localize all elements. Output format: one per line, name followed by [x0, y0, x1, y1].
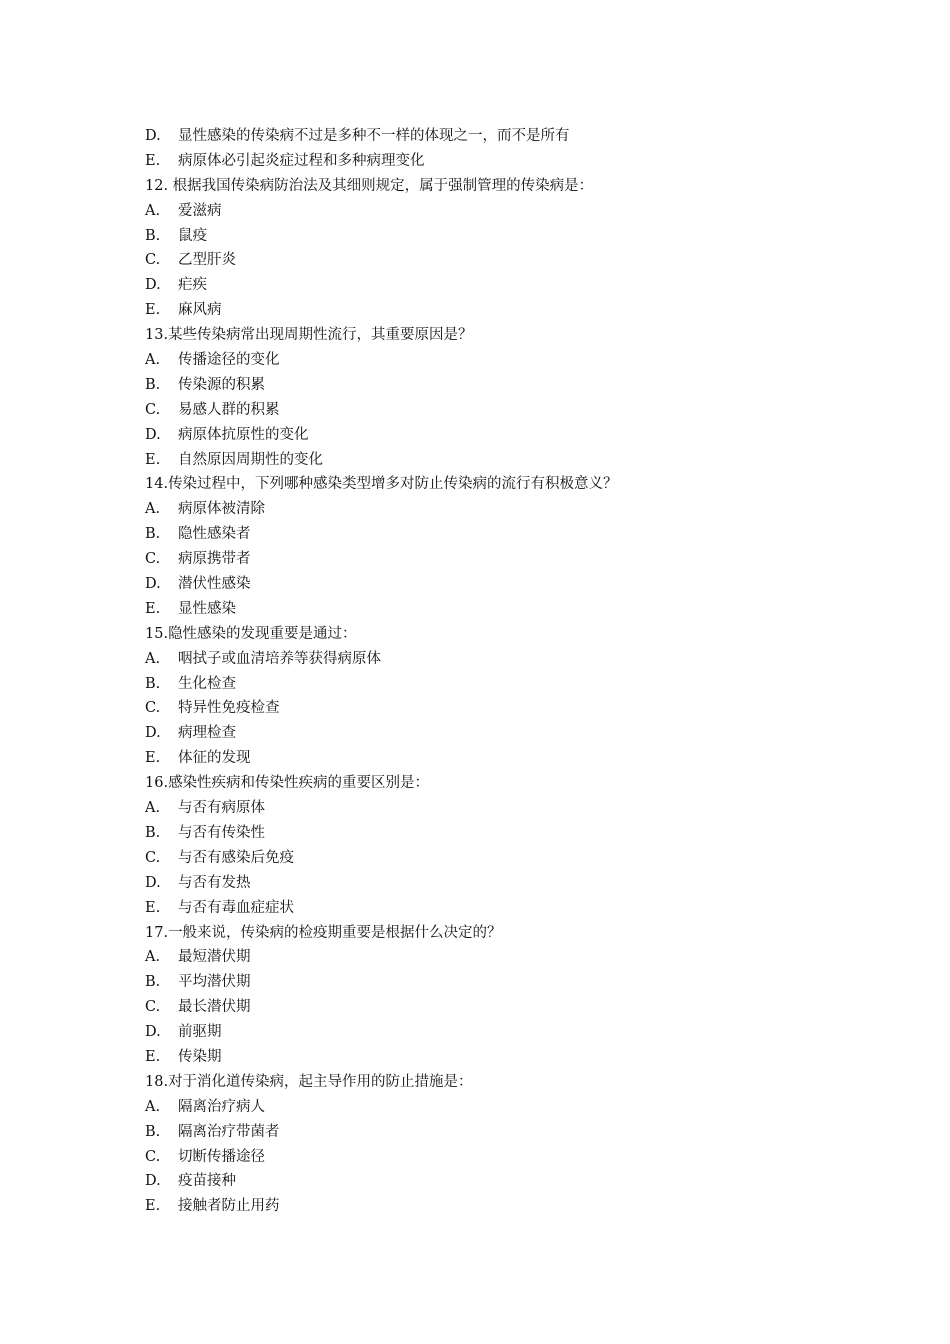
- option-text: 切断传播途径: [178, 1148, 265, 1165]
- option-text: 平均潜伏期: [178, 974, 251, 991]
- option-text: 易感人群的积累: [178, 401, 280, 418]
- option-letter: A.: [145, 800, 161, 817]
- option-letter: A.: [145, 949, 161, 966]
- answer-option: [145, 1095, 845, 1120]
- answer-option: [145, 149, 845, 174]
- question-stem: [145, 1070, 845, 1095]
- answer-option: [145, 547, 845, 572]
- answer-option: [145, 199, 845, 224]
- answer-option: [145, 1020, 845, 1045]
- question-text: 对于消化道传染病，起主导作用的防止措施是：: [168, 1073, 473, 1090]
- option-letter: C.: [145, 1148, 161, 1165]
- option-letter: C.: [145, 700, 161, 717]
- option-text: 病原携带者: [178, 551, 251, 568]
- option-text: 爱滋病: [178, 202, 222, 219]
- option-text: 显性感染: [178, 600, 236, 617]
- option-letter: E.: [145, 1048, 161, 1065]
- answer-option: [145, 348, 845, 373]
- question-stem: [145, 921, 845, 946]
- option-text: 与否有毒血症症状: [178, 899, 294, 916]
- option-text: 病原体被清除: [178, 501, 265, 518]
- answer-option: [145, 423, 845, 448]
- answer-option: [145, 1045, 845, 1070]
- question-stem: [145, 622, 845, 647]
- answer-option: [145, 696, 845, 721]
- option-text: 生化检查: [178, 675, 236, 692]
- answer-option: [145, 124, 845, 149]
- answer-option: [145, 871, 845, 896]
- question-stem: [145, 472, 845, 497]
- option-letter: D.: [145, 426, 161, 443]
- option-text: 疫苗接种: [178, 1173, 236, 1190]
- option-text: 乙型肝炎: [178, 252, 236, 269]
- answer-option: [145, 1169, 845, 1194]
- option-letter: B.: [145, 675, 161, 692]
- question-number: 14.: [145, 476, 169, 493]
- option-text: 潜伏性感染: [178, 576, 251, 593]
- answer-option: [145, 522, 845, 547]
- question-number: 12.: [145, 177, 169, 194]
- option-text: 隔离治疗病人: [178, 1098, 265, 1115]
- option-text: 麻风病: [178, 302, 222, 319]
- option-text: 最短潜伏期: [178, 949, 251, 966]
- option-text: 病原体必引起炎症过程和多种病理变化: [178, 152, 425, 169]
- question-text: 隐性感染的发现重要是通过：: [168, 625, 357, 642]
- option-text: 自然原因周期性的变化: [178, 451, 323, 468]
- answer-option: [145, 945, 845, 970]
- answer-option: [145, 970, 845, 995]
- answer-option: [145, 572, 845, 597]
- answer-option: [145, 647, 845, 672]
- option-text: 显性感染的传染病不过是多种不一样的体现之一，而不是所有: [178, 128, 570, 144]
- option-letter: B.: [145, 974, 161, 991]
- option-letter: A.: [145, 202, 161, 219]
- option-text: 传染源的积累: [178, 376, 265, 393]
- question-number: 15.: [145, 625, 169, 642]
- answer-option: [145, 398, 845, 423]
- option-text: 与否有感染后免疫: [178, 849, 294, 866]
- option-letter: E.: [145, 152, 161, 169]
- question-text: 某些传染病常出现周期性流行，其重要原因是？: [168, 327, 473, 344]
- option-letter: C.: [145, 849, 161, 866]
- option-text: 传播途径的变化: [178, 352, 280, 369]
- option-letter: D.: [145, 128, 161, 144]
- option-letter: D.: [145, 1173, 161, 1190]
- option-letter: C.: [145, 401, 161, 418]
- answer-option: [145, 224, 845, 249]
- question-text: 根据我国传染病防治法及其细则规定，属于强制管理的传染病是：: [168, 177, 594, 194]
- answer-option: [145, 995, 845, 1020]
- option-letter: B.: [145, 526, 161, 543]
- question-text: 传染过程中，下列哪种感染类型增多对防止传染病的流行有积极意义？: [168, 476, 618, 493]
- option-text: 疟疾: [178, 277, 207, 294]
- option-text: 接触者防止用药: [178, 1198, 280, 1215]
- option-letter: A.: [145, 650, 161, 667]
- answer-option: [145, 746, 845, 771]
- question-text: 感染性疾病和传染性疾病的重要区别是：: [168, 775, 430, 792]
- option-letter: E.: [145, 302, 161, 319]
- question-stem: [145, 174, 845, 199]
- option-letter: A.: [145, 1098, 161, 1115]
- option-letter: E.: [145, 750, 161, 767]
- answer-option: [145, 721, 845, 746]
- option-text: 前驱期: [178, 1024, 222, 1041]
- option-letter: D.: [145, 576, 161, 593]
- answer-option: [145, 273, 845, 298]
- document-page: [145, 124, 845, 1219]
- answer-option: [145, 796, 845, 821]
- option-letter: C.: [145, 999, 161, 1016]
- option-letter: D.: [145, 277, 161, 294]
- option-letter: E.: [145, 899, 161, 916]
- option-letter: A.: [145, 352, 161, 369]
- option-letter: C.: [145, 252, 161, 269]
- option-letter: D.: [145, 1024, 161, 1041]
- option-text: 隔离治疗带菌者: [178, 1123, 280, 1140]
- option-letter: D.: [145, 725, 161, 742]
- answer-option: [145, 1194, 845, 1219]
- option-text: 病原体抗原性的变化: [178, 426, 309, 443]
- answer-option: [145, 298, 845, 323]
- option-text: 与否有病原体: [178, 800, 265, 817]
- question-number: 17.: [145, 924, 169, 941]
- option-text: 咽拭子或血清培养等获得病原体: [178, 650, 381, 667]
- option-letter: B.: [145, 227, 161, 244]
- option-letter: E.: [145, 451, 161, 468]
- answer-option: [145, 597, 845, 622]
- option-text: 与否有发热: [178, 874, 251, 891]
- option-text: 鼠疫: [178, 227, 207, 244]
- question-stem: [145, 771, 845, 796]
- answer-option: [145, 846, 845, 871]
- option-text: 传染期: [178, 1048, 222, 1065]
- answer-option: [145, 497, 845, 522]
- option-letter: B.: [145, 1123, 161, 1140]
- question-number: 16.: [145, 775, 169, 792]
- answer-option: [145, 672, 845, 697]
- question-stem: [145, 323, 845, 348]
- answer-option: [145, 373, 845, 398]
- option-letter: B.: [145, 824, 161, 841]
- option-letter: E.: [145, 600, 161, 617]
- answer-option: [145, 248, 845, 273]
- option-text: 体征的发现: [178, 750, 251, 767]
- option-text: 最长潜伏期: [178, 999, 251, 1016]
- option-letter: C.: [145, 551, 161, 568]
- answer-option: [145, 896, 845, 921]
- answer-option: [145, 821, 845, 846]
- option-text: 病理检查: [178, 725, 236, 742]
- question-number: 18.: [145, 1073, 169, 1090]
- option-letter: A.: [145, 501, 161, 518]
- question-number: 13.: [145, 327, 169, 344]
- question-text: 一般来说，传染病的检疫期重要是根据什么决定的？: [168, 924, 502, 941]
- option-text: 与否有传染性: [178, 824, 265, 841]
- answer-option: [145, 1145, 845, 1170]
- option-text: 特异性免疫检查: [178, 700, 280, 717]
- option-letter: E.: [145, 1198, 161, 1215]
- option-text: 隐性感染者: [178, 526, 251, 543]
- answer-option: [145, 448, 845, 473]
- option-letter: D.: [145, 874, 161, 891]
- answer-option: [145, 1120, 845, 1145]
- option-letter: B.: [145, 376, 161, 393]
